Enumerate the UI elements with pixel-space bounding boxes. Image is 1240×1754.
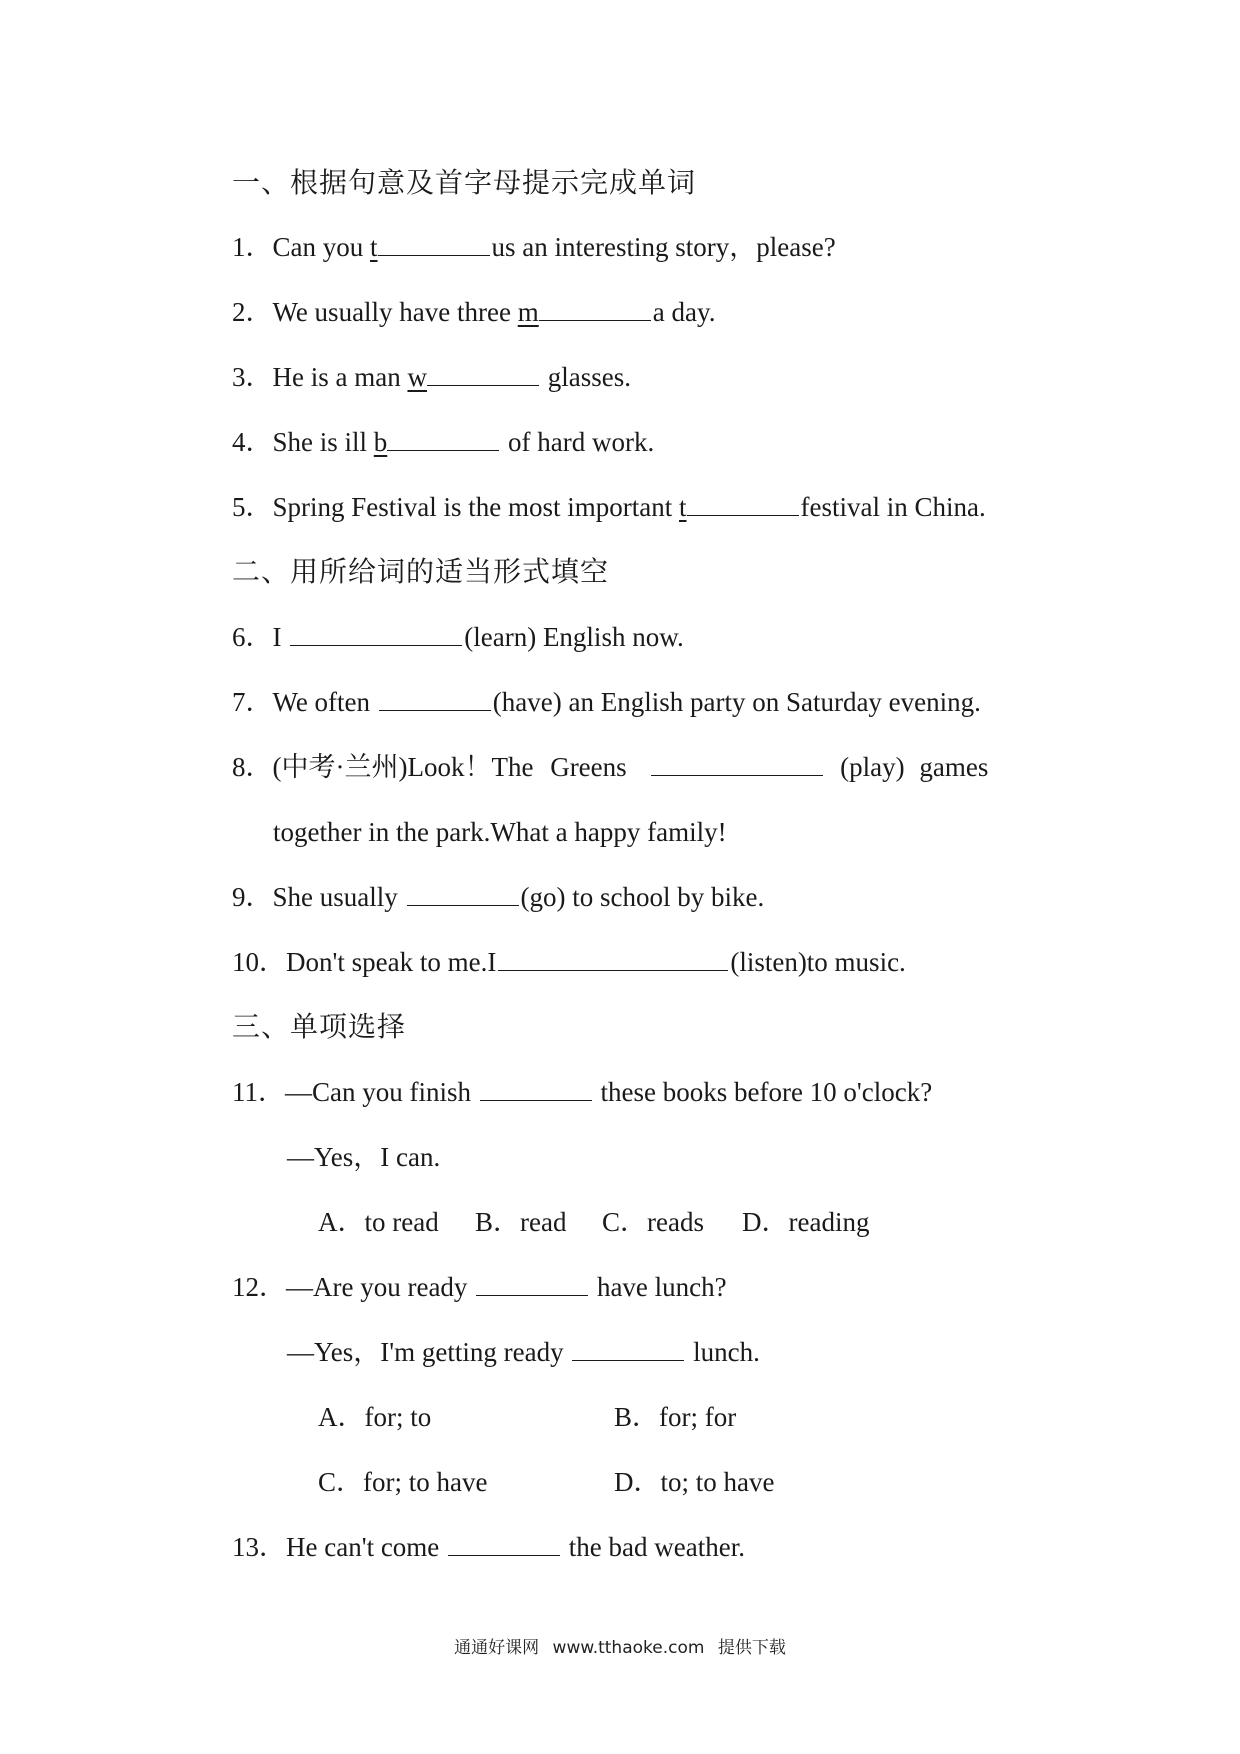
question-text: festival in China.	[800, 492, 986, 522]
question-text: Don't speak to me.I	[286, 947, 497, 977]
answer-blank[interactable]	[476, 1271, 588, 1296]
question-6	[232, 620, 684, 654]
option-b[interactable]: B．read	[475, 1207, 567, 1237]
initial-letter-hint: w	[407, 362, 427, 392]
question-text: He can't come	[286, 1532, 447, 1562]
question-text: these books before 10 o'clock?	[593, 1077, 933, 1107]
question-8-continued: together in the park.What a happy family!	[273, 817, 727, 847]
option-d[interactable]: D．reading	[742, 1207, 870, 1237]
question-number: 6．	[232, 622, 273, 652]
section-3-heading: 三、单项选择	[232, 1010, 407, 1043]
question-text: a day.	[652, 297, 716, 327]
question-text: She usually	[272, 882, 405, 912]
option-a[interactable]: A．for; to	[318, 1402, 432, 1432]
question-text: Spring Festival is the most important	[272, 492, 679, 522]
question-text: (learn) English now.	[464, 622, 684, 652]
question-text: (play) games	[825, 752, 989, 782]
question-text: He is a man	[272, 362, 408, 392]
answer-blank[interactable]	[407, 881, 519, 906]
question-text: (have) an English party on Saturday evening.	[492, 687, 981, 717]
question-text: have lunch?	[590, 1272, 727, 1302]
question-text: —Are you ready	[286, 1272, 475, 1302]
question-text: (go) to school by bike.	[520, 882, 765, 912]
question-number: 4．	[232, 427, 273, 457]
answer-blank[interactable]	[427, 361, 539, 386]
footer-url[interactable]: www.tthaoke.com	[552, 1638, 705, 1658]
question-text: —Yes，I'm getting ready	[287, 1337, 571, 1367]
answer-blank[interactable]	[378, 231, 490, 256]
answer-blank[interactable]	[687, 491, 799, 516]
question-11	[232, 1075, 932, 1109]
answer-blank[interactable]	[539, 296, 651, 321]
question-4	[232, 425, 654, 459]
answer-blank[interactable]	[480, 1076, 592, 1101]
initial-letter-hint: t	[370, 232, 378, 262]
question-2	[232, 295, 715, 329]
question-text: She is ill	[272, 427, 374, 457]
option-d[interactable]: D．to; to have	[614, 1467, 775, 1497]
question-9	[232, 880, 764, 914]
question-3	[232, 360, 631, 394]
answer-blank[interactable]	[498, 946, 728, 971]
question-5	[232, 490, 986, 524]
question-number: 2．	[232, 297, 273, 327]
question-number: 5．	[232, 492, 273, 522]
question-11-reply: —Yes，I can.	[287, 1142, 441, 1172]
question-text: I	[272, 622, 289, 652]
question-8	[232, 750, 988, 784]
question-10	[232, 945, 906, 979]
question-1	[232, 230, 836, 264]
answer-blank[interactable]	[448, 1531, 560, 1556]
question-12	[232, 1270, 727, 1304]
option-a[interactable]: A．to read	[318, 1207, 439, 1237]
question-text: We usually have three	[272, 297, 518, 327]
answer-blank[interactable]	[651, 751, 823, 776]
question-number: 1．	[232, 232, 273, 262]
initial-letter-hint: b	[373, 427, 388, 457]
question-text: lunch.	[686, 1337, 760, 1367]
answer-blank[interactable]	[290, 621, 462, 646]
page-footer	[0, 1633, 1240, 1658]
question-text: us an interesting story，please?	[491, 232, 836, 262]
initial-letter-hint: t	[679, 492, 687, 522]
question-number: 13．	[232, 1532, 286, 1562]
question-text: Can you	[272, 232, 370, 262]
question-text: (中考·兰州)Look！The Greens	[272, 752, 644, 782]
question-number: 11．	[232, 1077, 285, 1107]
question-text: the bad weather.	[562, 1532, 745, 1562]
question-12-reply	[287, 1335, 760, 1369]
option-c[interactable]: C．reads	[602, 1207, 704, 1237]
option-b[interactable]: B．for; for	[614, 1402, 737, 1432]
answer-blank[interactable]	[379, 686, 491, 711]
footer-tail: 提供下载	[717, 1638, 786, 1658]
option-c[interactable]: C．for; to have	[318, 1467, 488, 1497]
question-13	[232, 1530, 745, 1564]
question-text: —Can you finish	[285, 1077, 478, 1107]
section-2-heading: 二、用所给词的适当形式填空	[232, 555, 610, 588]
question-text: of hard work.	[501, 427, 655, 457]
question-number: 7．	[232, 687, 273, 717]
question-text: (listen)to music.	[730, 947, 906, 977]
question-number: 8．	[232, 752, 273, 782]
footer-site-name: 通通好课网	[454, 1638, 540, 1658]
section-1-heading: 一、根据句意及首字母提示完成单词	[232, 166, 697, 199]
question-7	[232, 685, 981, 719]
answer-blank[interactable]	[572, 1336, 684, 1361]
question-number: 12．	[232, 1272, 286, 1302]
question-text: We often	[272, 687, 377, 717]
initial-letter-hint: m	[517, 297, 539, 327]
answer-blank[interactable]	[387, 426, 499, 451]
question-number: 10．	[232, 947, 286, 977]
question-number: 3．	[232, 362, 273, 392]
question-number: 9．	[232, 882, 273, 912]
question-text: glasses.	[540, 362, 631, 392]
